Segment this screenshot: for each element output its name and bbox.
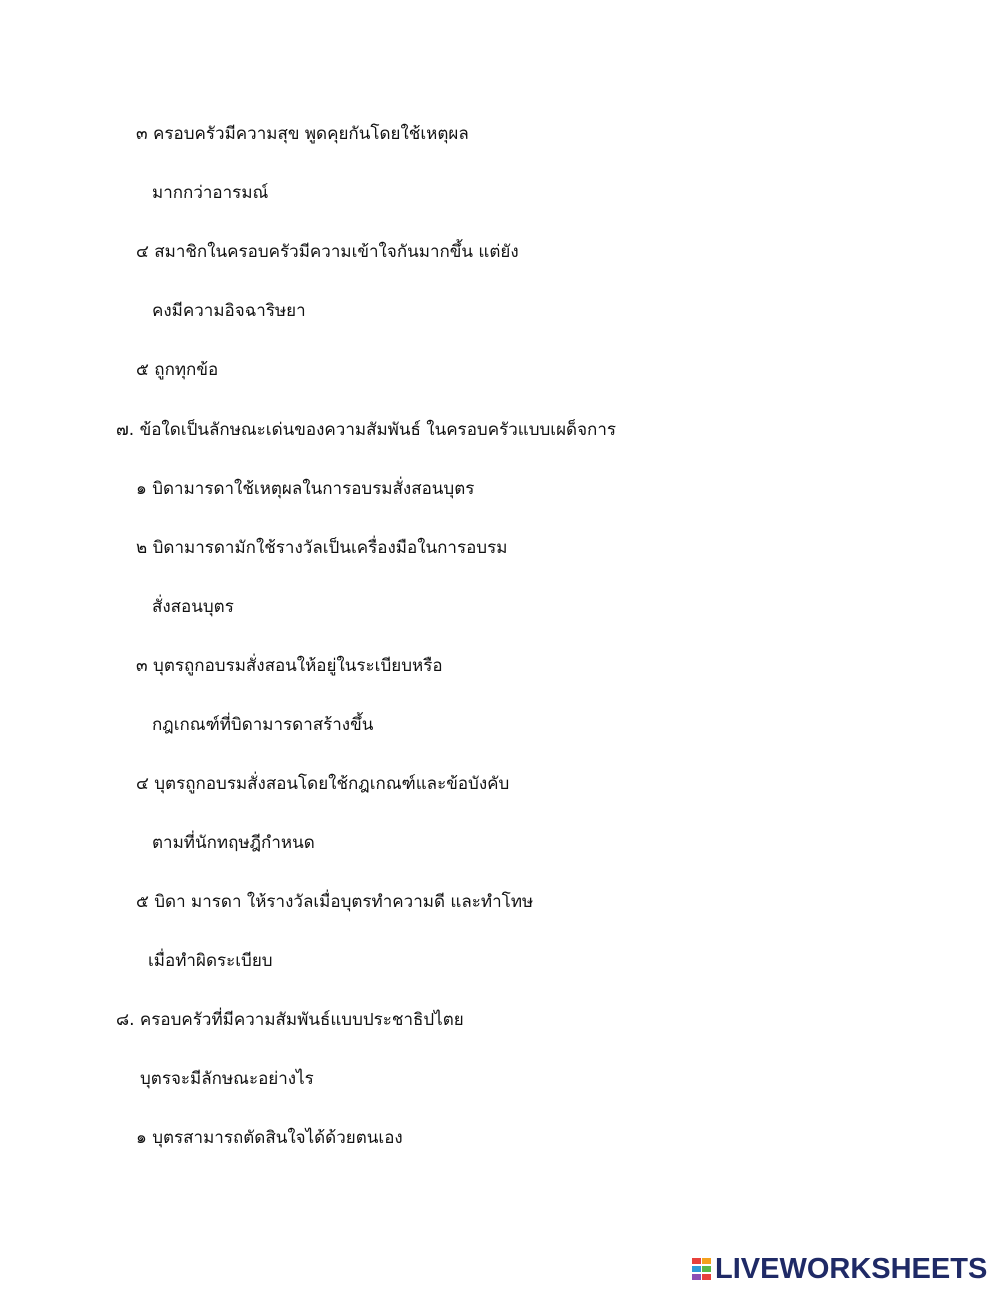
brand-name: LIVEWORKSHEETS [715,1253,988,1285]
q7-option-1: ๑ บิดามารดาใช้เหตุผลในการอบรมสั่งสอนบุตร [136,479,475,499]
q7-option-3-line-2: กฎเกณฑ์ที่บิดามารดาสร้างขึ้น [152,715,374,735]
liveworksheets-logo-icon [692,1258,712,1280]
q7-option-5-line-2: เมื่อทำผิดระเบียบ [148,951,273,971]
option-4-line-1: ๔ สมาชิกในครอบครัวมีความเข้าใจกันมากขึ้น แต่ยัง [136,242,519,262]
q7-option-2-line-1: ๒ บิดามารดามักใช้รางวัลเป็นเครื่องมือในการอบรม [136,538,508,558]
q7-option-3-line-1: ๓ บุตรถูกอบรมสั่งสอนให้อยู่ในระเบียบหรือ [136,656,443,676]
q7-option-5-line-1: ๕ บิดา มารดา ให้รางวัลเมื่อบุตรทำความดี และทำโทษ [136,892,534,912]
option-3-line-2: มากกว่าอารมณ์ [152,183,269,203]
liveworksheets-brand[interactable] [692,1254,987,1284]
question-8-line-1: ๘. ครอบครัวที่มีความสัมพันธ์แบบประชาธิปไตย [116,1010,464,1030]
option-4-line-2: คงมีความอิจฉาริษยา [152,301,306,321]
question-7: ๗. ข้อใดเป็นลักษณะเด่นของความสัมพันธ์ ในครอบครัวแบบเผด็จการ [116,420,617,440]
option-5: ๕ ถูกทุกข้อ [136,360,219,380]
q7-option-2-line-2: สั่งสอนบุตร [152,597,234,617]
question-8-line-2: บุตรจะมีลักษณะอย่างไร [140,1069,314,1089]
q7-option-4-line-2: ตามที่นักทฤษฎีกำหนด [152,833,315,853]
option-3-line-1: ๓ ครอบครัวมีความสุข พูดคุยกันโดยใช้เหตุผล [136,124,469,144]
q8-option-1: ๑ บุตรสามารถตัดสินใจได้ด้วยตนเอง [136,1128,403,1148]
q7-option-4-line-1: ๔ บุตรถูกอบรมสั่งสอนโดยใช้กฎเกณฑ์และข้อบังคับ [136,774,510,794]
